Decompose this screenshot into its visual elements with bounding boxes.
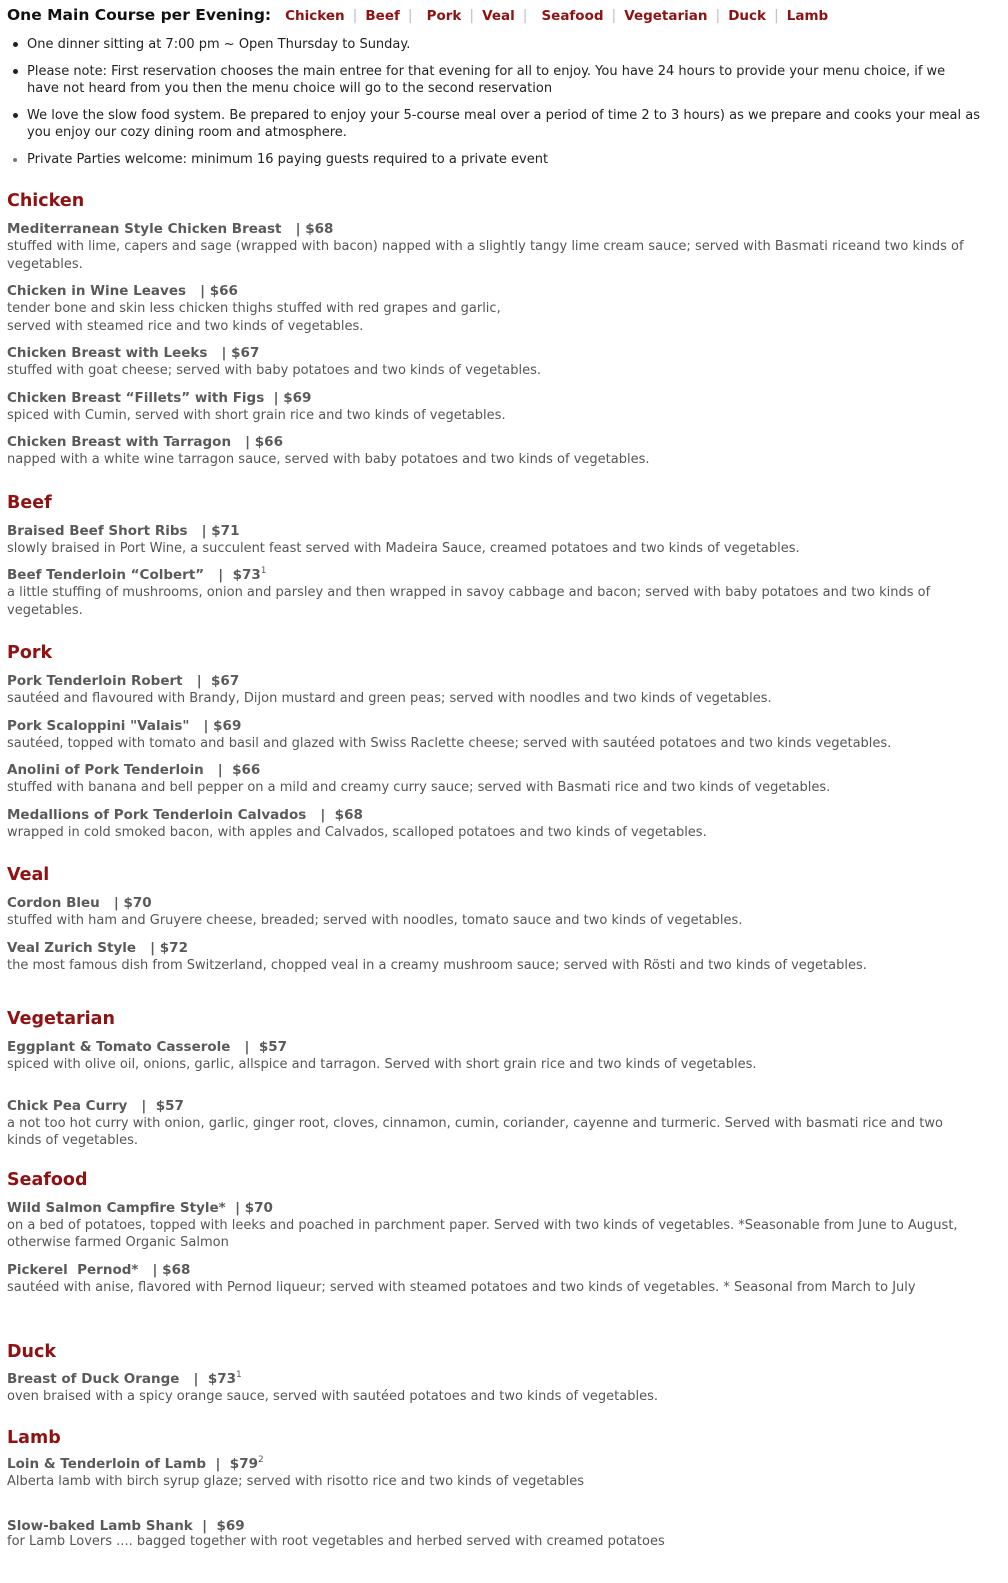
section-title: Chicken [7, 191, 85, 211]
dish-name-price: Chicken Breast with Tarragon | $66 [7, 434, 283, 450]
dish-description: sautéed and flavoured with Brandy, Dijon mustard and green peas; served with noodles and two kinds of vegetables. [7, 691, 772, 706]
footnote-marker: 1 [236, 1370, 242, 1380]
dish-description: stuffed with ham and Gruyere cheese, breaded; served with noodles, tomato sauce and two kinds of vegetables. [7, 913, 743, 928]
dish-name-price [7, 1456, 1001, 1473]
nav-link-vegetarian[interactable]: Vegetarian [624, 8, 708, 24]
dish-description: the most famous dish from Switzerland, chopped veal in a creamy mushroom sauce; served with Rösti and two kinds of vegetables. [7, 957, 867, 973]
dish-name-price: Anolini of Pork Tenderloin | $66 [7, 762, 261, 778]
note-item: Private Parties welcome: minimum 16 paying guests required to a private event [27, 151, 1001, 168]
section-title: Lamb [7, 1427, 61, 1448]
nav-separator: | [715, 8, 721, 24]
dish-description: napped with a white wine tarragon sauce, served with baby potatoes and two kinds of vegetables. [7, 452, 650, 467]
note-item: Please note: First reservation chooses the main entree for that evening for all to enjoy. You have 24 hours to provide your menu choice, if we have not heard from you then the menu choice will go to the second reservation [27, 63, 1001, 97]
dish-item [7, 221, 1001, 273]
nav-link-pork[interactable]: Pork [426, 8, 462, 24]
dish-name-price: Chicken Breast “Fillets” with Figs | $69 [7, 389, 312, 406]
dish-name-price: Medallions of Pork Tenderloin Calvados | $68 [7, 806, 363, 823]
footnote-marker: 1 [260, 566, 267, 576]
category-nav [7, 6, 1001, 28]
dish-name-text: Loin & Tenderloin of Lamb | $79 [7, 1455, 258, 1472]
dish-item [7, 1518, 1001, 1549]
dish-description: sautéed, topped with tomato and basil and glazed with Swiss Raclette cheese; served with sautéed potatoes and two kinds vegetables. [7, 735, 892, 751]
dish-item [7, 673, 1001, 708]
dish-item [7, 807, 1001, 842]
dish-description: oven braised with a spicy orange sauce, served with sautéed potatoes and two kinds of vegetables. [7, 1389, 659, 1404]
dish-item [7, 345, 1001, 380]
dish-description: served with steamed rice and two kinds of vegetables. [7, 318, 364, 334]
nav-separator: | [469, 8, 475, 24]
dish-name-text: Braised Beef Short Ribs | $71 [7, 522, 240, 539]
dish-description: tender bone and skin less chicken thighs stuffed with red grapes and garlic, [7, 301, 501, 316]
dish-name-price: Eggplant & Tomato Casserole | $57 [7, 1039, 288, 1055]
dish-description: spiced with Cumin, served with short grain rice and two kinds of vegetables. [7, 407, 506, 423]
section-title: Veal [7, 865, 50, 885]
note-item: One dinner sitting at 7:00 pm ~ Open Thursday to Sunday. [27, 36, 1001, 53]
nav-separator: | [352, 8, 358, 24]
dish-name-price: Wild Salmon Campfire Style* | $70 [7, 1199, 273, 1216]
dish-description: stuffed with lime, capers and sage (wrapped with bacon) napped with a slightly tangy lime cream sauce; served with Basmati riceand two kinds of vegetables. [7, 239, 964, 272]
dish-name-text: Beef Tenderloin “Colbert” | $73 [7, 567, 261, 583]
dish-name-price: Veal Zurich Style | $72 [7, 939, 188, 956]
dish-description: sautéed with anise, flavored with Pernod liqueur; served with steamed potatoes and two kinds of vegetables. * Seasonal from March to July [7, 1279, 916, 1295]
dish-item [7, 523, 1001, 558]
nav-separator: | [611, 8, 617, 24]
section-title: Vegetarian [7, 1009, 115, 1029]
dish-name-price: Chicken in Wine Leaves | $66 [7, 283, 238, 299]
dish-name-price: Chicken Breast with Leeks | $67 [7, 345, 260, 361]
dish-item [7, 1371, 1001, 1406]
section-vegetarian [7, 1008, 1001, 1150]
dish-description: stuffed with goat cheese; served with baby potatoes and two kinds of vegetables. [7, 363, 542, 378]
dish-item [7, 1456, 1001, 1491]
nav-link-duck[interactable]: Duck [728, 8, 767, 24]
dish-name-price: Chick Pea Curry | $57 [7, 1097, 184, 1114]
dish-name-price: Cordon Bleu | $70 [7, 895, 152, 911]
dish-description: on a bed of potatoes, topped with leeks and poached in parchment paper. Served with two kinds of vegetables. *Seasonable from June to August, otherwise farmed Organic Salmon [7, 1217, 958, 1250]
nav-separator: | [522, 8, 528, 24]
dish-item [7, 1098, 1001, 1150]
dish-name-price [7, 1371, 1001, 1388]
section-pork [7, 642, 1001, 841]
note-item: We love the slow food system. Be prepared to enjoy your 5-course meal over a period of time 2 to 3 hours) as we prepare and cooks your meal as you enjoy our cozy dining room and atmosphere. [27, 107, 1001, 141]
dish-description: for Lamb Lovers .... bagged together with root vegetables and herbed served with creamed potatoes [7, 1534, 665, 1549]
section-seafood [7, 1169, 1001, 1297]
dish-name-price [7, 567, 1001, 584]
dish-name-price: Pork Tenderloin Robert | $67 [7, 673, 240, 689]
dish-description: stuffed with banana and bell pepper on a mild and creamy curry sauce; served with Basmati rice and two kinds of vegetables. [7, 780, 831, 795]
dish-name-text: Breast of Duck Orange | $73 [7, 1371, 237, 1387]
nav-link-lamb[interactable]: Lamb [786, 8, 829, 24]
dish-description: a little stuffing of mushrooms, onion and parsley and then wrapped in savoy cabbage and bacon; served with baby potatoes and two kinds of vegetables. [7, 585, 931, 618]
nav-link-seafood[interactable]: Seafood [541, 8, 604, 24]
dish-item [7, 434, 1001, 469]
dish-item [7, 940, 1001, 975]
section-title: Duck [7, 1342, 56, 1362]
dish-item [7, 567, 1001, 619]
dish-item [7, 1200, 1001, 1252]
dish-description: Alberta lamb with birch syrup glaze; served with risotto rice and two kinds of vegetables [7, 1473, 585, 1489]
dish-item [7, 718, 1001, 753]
nav-link-veal[interactable]: Veal [482, 8, 515, 24]
section-title: Seafood [7, 1169, 88, 1190]
nav-separator: | [774, 8, 779, 24]
dish-description: wrapped in cold smoked bacon, with apples and Calvados, scalloped potatoes and two kinds of vegetables. [7, 824, 707, 840]
dish-name-price [7, 523, 1001, 540]
dish-name-price: Pickerel Pernod* | $68 [7, 1261, 191, 1278]
dish-item [7, 1262, 1001, 1297]
nav-title: One Main Course per Evening: [7, 6, 272, 24]
section-title: Beef [7, 492, 52, 513]
dish-item [7, 762, 1001, 797]
dish-description: spiced with olive oil, onions, garlic, allspice and tarragon. Served with short grain rice and two kinds of vegetables. [7, 1057, 757, 1072]
section-beef [7, 492, 1001, 620]
dish-item [7, 1039, 1001, 1074]
section-duck [7, 1341, 1001, 1406]
section-veal [7, 864, 1001, 974]
nav-separator: | [407, 8, 413, 24]
notes-list [7, 36, 1001, 168]
section-title: Pork [7, 643, 53, 663]
dish-item [7, 390, 1001, 425]
dish-description: a not too hot curry with onion, garlic, ginger root, cloves, cinnamon, cumin, coriander, cayenne and turmeric. Served with basmati rice and two kinds of vegetables. [7, 1115, 943, 1148]
section-chicken [7, 190, 1001, 469]
nav-link-chicken[interactable]: Chicken [285, 8, 345, 24]
dish-item [7, 283, 1001, 335]
dish-name-price: Mediterranean Style Chicken Breast | $68 [7, 221, 334, 237]
dish-description: slowly braised in Port Wine, a succulent feast served with Madeira Sauce, creamed potatoes and two kinds of vegetables. [7, 540, 800, 556]
dish-item [7, 895, 1001, 930]
section-lamb [7, 1427, 1001, 1550]
nav-link-beef[interactable]: Beef [365, 8, 400, 24]
dish-name-price: Pork Scaloppini "Valais" | $69 [7, 717, 242, 734]
footnote-marker: 2 [258, 1454, 264, 1465]
dish-name-price: Slow-baked Lamb Shank | $69 [7, 1518, 245, 1534]
